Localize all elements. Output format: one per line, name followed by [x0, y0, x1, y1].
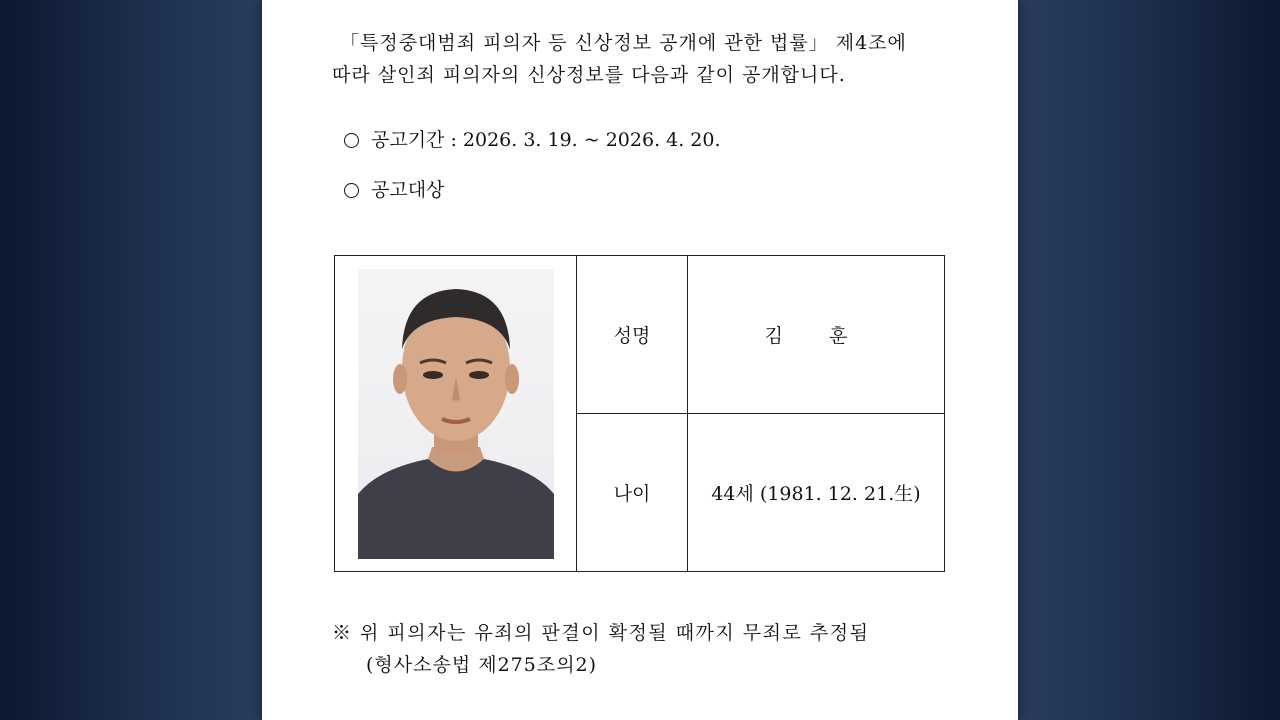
notice-document	[262, 0, 1018, 720]
presumption-note: ※ 위 피의자는 유죄의 판결이 확정될 때까지 무죄로 추정됨	[332, 622, 870, 644]
circle-bullet-icon	[344, 183, 359, 198]
background-left	[0, 0, 262, 720]
target-text: 공고대상	[371, 179, 445, 201]
period-text: 공고기간 : 2026. 3. 19. ~ 2026. 4. 20.	[371, 129, 721, 151]
intro-line-1: 「특정중대범죄 피의자 등 신상정보 공개에 관한 법률」 제4조에	[340, 32, 907, 54]
target-item	[344, 175, 444, 202]
age-label: 나이	[577, 414, 688, 572]
name-value: 김 훈	[688, 256, 945, 414]
period-item	[344, 125, 721, 152]
law-reference: (형사소송법 제275조의2)	[366, 654, 598, 676]
photo-cell	[335, 256, 577, 572]
intro-line-2: 따라 살인죄 피의자의 신상정보를 다음과 같이 공개합니다.	[332, 64, 846, 86]
age-value: 44세 (1981. 12. 21.生)	[688, 414, 945, 572]
suspect-photo	[358, 269, 554, 559]
name-label: 성명	[577, 256, 688, 414]
background-right	[1018, 0, 1280, 720]
circle-bullet-icon	[344, 133, 359, 148]
suspect-info-table	[334, 255, 945, 572]
